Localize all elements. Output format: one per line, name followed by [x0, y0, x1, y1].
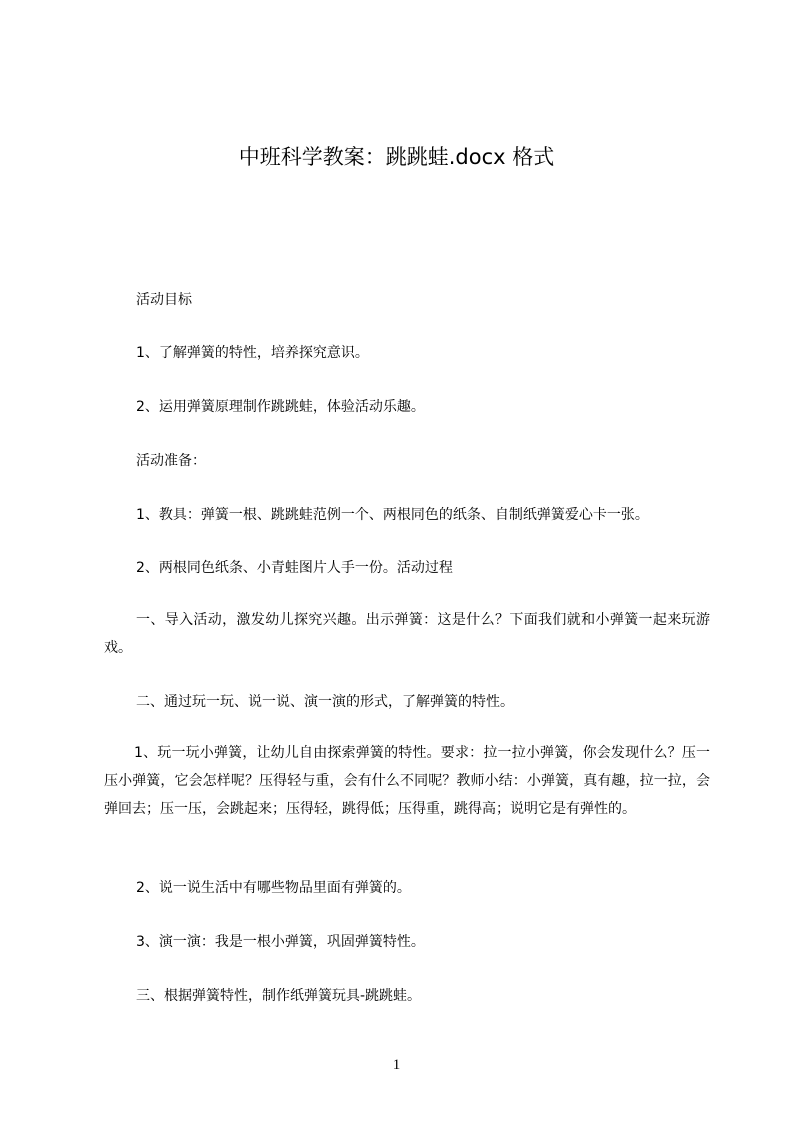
paragraph-preparation-1: 1、教具：弹簧一根、跳跳蛙范例一个、两根同色的纸条、自制纸弹簧爱心卡一张。	[136, 507, 649, 523]
paragraph-section-2-step-1: 1、玩一玩小弹簧，让幼儿自由探索弹簧的特性。要求：拉一拉小弹簧，你会发现什么？压一压小弹簧，它会怎样呢？压得轻与重，会有什么不同呢？教师小结：小弹簧，真有趣，拉一拉，会弹回去；压一压，会跳起来；压得轻，跳得低；压得重，跳得高；说明它是有弹性的。	[104, 745, 710, 817]
paragraph-section-3-heading: 三、根据弹簧特性，制作纸弹簧玩具-跳跳蛙。	[136, 988, 422, 1004]
paragraph-goal-2: 2、运用弹簧原理制作跳跳蛙，体验活动乐趣。	[136, 399, 425, 415]
paragraph-section-2-heading: 二、通过玩一玩、说一说、演一演的形式，了解弹簧的特性。	[136, 694, 514, 710]
paragraph-section-2-step-3: 3、演一演：我是一根小弹簧，巩固弹簧特性。	[136, 934, 425, 950]
paragraph-preparation-2: 2、两根同色纸条、小青蛙图片人手一份。活动过程	[136, 560, 453, 576]
page-number: 1	[392, 1057, 401, 1073]
document-title: 中班科学教案：跳跳蛙.docx 格式	[238, 145, 555, 169]
paragraph-goal-1: 1、了解弹簧的特性，培养探究意识。	[136, 345, 369, 361]
paragraph-section-2-step-2: 2、说一说生活中有哪些物品里面有弹簧的。	[136, 880, 411, 896]
paragraph-activity-goals-heading: 活动目标	[136, 292, 192, 308]
paragraph-preparation-heading: 活动准备：	[136, 453, 206, 469]
paragraph-section-1: 一、导入活动，激发幼儿探究兴趣。出示弹簧：这是什么？下面我们就和小弹簧一起来玩游戏。	[104, 612, 710, 656]
